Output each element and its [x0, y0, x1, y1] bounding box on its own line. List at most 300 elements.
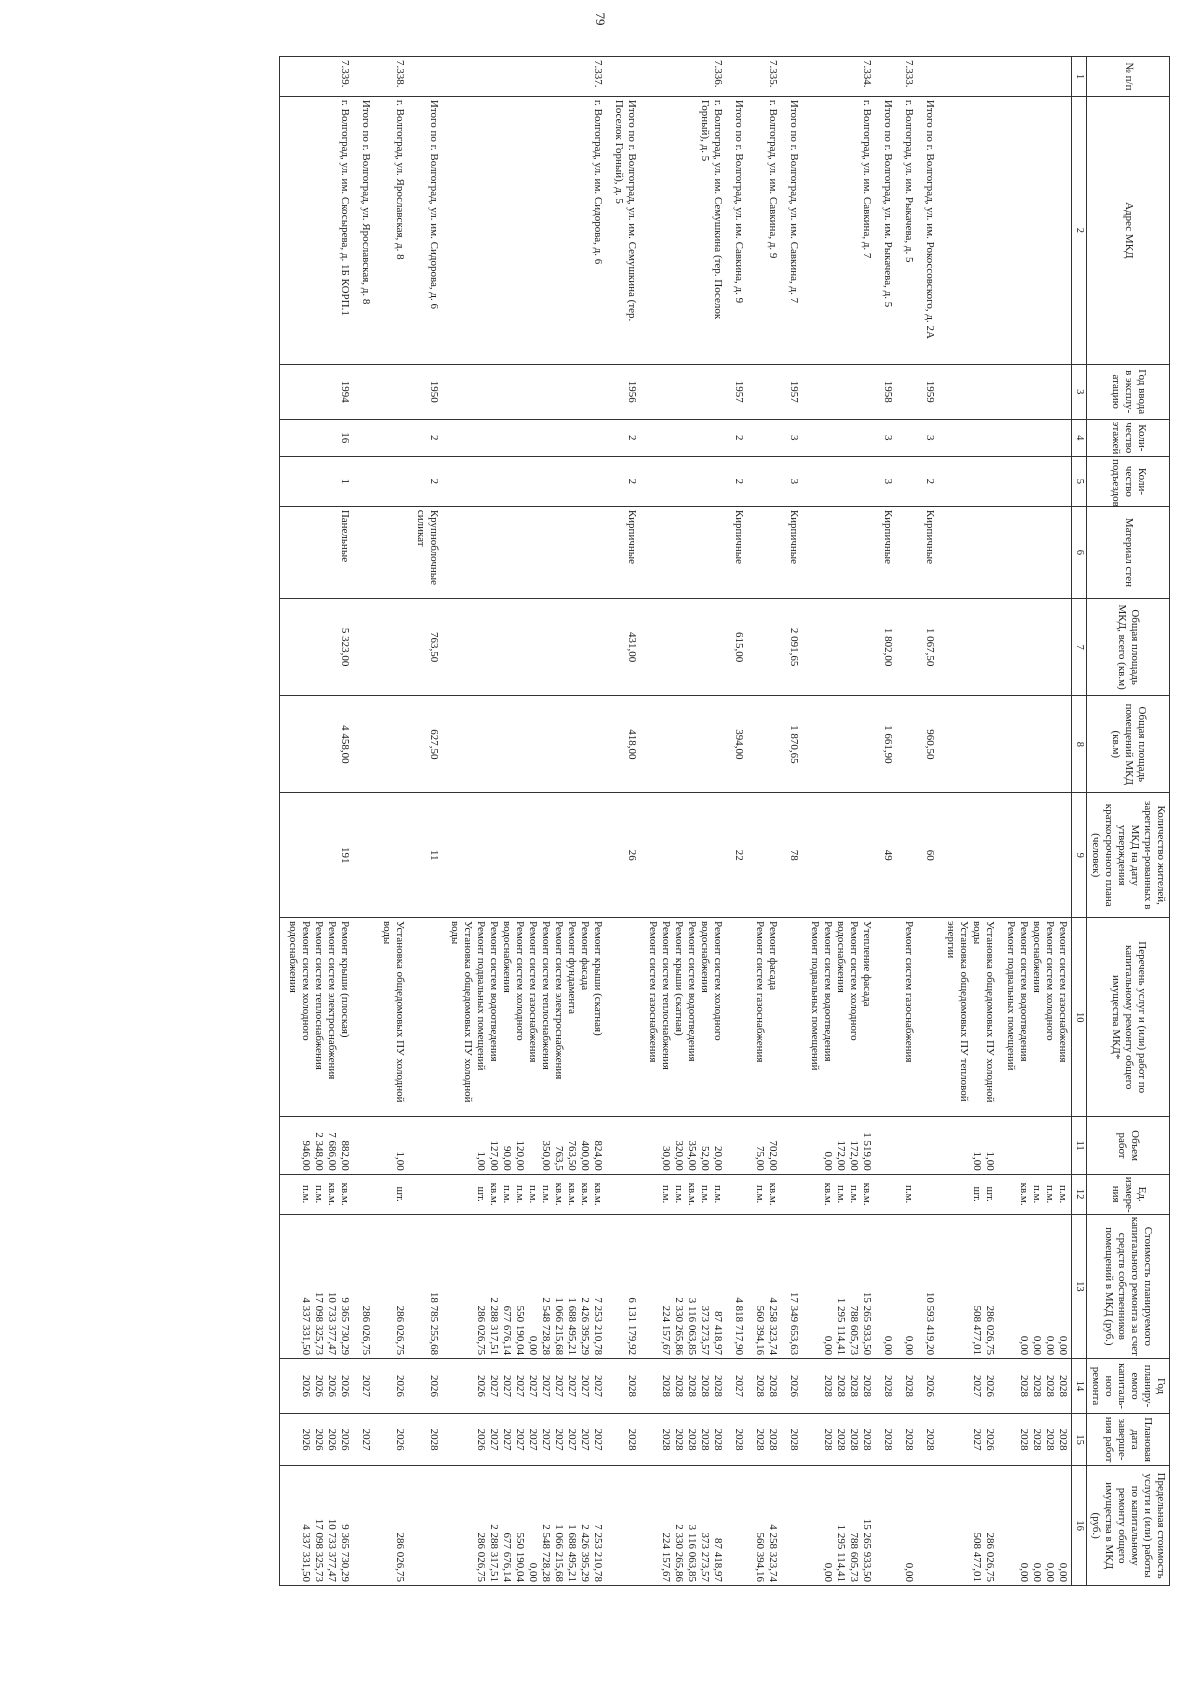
- address-cell: Итого по г. Волгоград, ул. им. Семушкина (тер. Поселок Горный), д. 5: [606, 96, 640, 364]
- volume-line: 763,50: [566, 1140, 579, 1171]
- cost-line: 0,00: [822, 1335, 834, 1356]
- volume-cell: [917, 1117, 938, 1174]
- page-number: 79: [593, 12, 608, 26]
- walls-cell: [747, 506, 781, 598]
- unit-line: п.м.: [1030, 1184, 1043, 1204]
- year-cell: [374, 364, 408, 419]
- volume-cell: [896, 1117, 917, 1174]
- volume-line: 1,00: [970, 1151, 983, 1171]
- unit-line: кв.м.: [566, 1182, 579, 1206]
- cost-line: 17 098 325,73: [313, 1291, 326, 1356]
- table-row: [781, 57, 802, 1586]
- unit-line: п.м.: [903, 1184, 915, 1204]
- volume-line: 75,00: [754, 1145, 767, 1171]
- limit-cell: [917, 1466, 938, 1586]
- unit-line: кв.м.: [1017, 1182, 1030, 1206]
- year-cell: [640, 364, 726, 419]
- limit-line: 286 026,75: [983, 1532, 996, 1582]
- end-date-cell: [998, 1413, 1071, 1465]
- works-line: Установка общедомовых ПУ холодной воды: [449, 921, 475, 1103]
- volume-line: 90,00: [501, 1145, 514, 1171]
- works-line: Ремонт фундамента: [566, 921, 579, 1015]
- floors-cell: [747, 419, 781, 456]
- entrances-cell: 2: [606, 456, 640, 506]
- area-total-cell: 2 091,65: [781, 599, 802, 696]
- plan-year-cell: [802, 1359, 875, 1414]
- volume-line: 763,5: [553, 1145, 566, 1171]
- year-cell: 1950: [408, 364, 442, 419]
- walls-cell: [374, 506, 408, 598]
- end-date-line: 2027: [540, 1428, 553, 1451]
- cost-line: 6 131 179,92: [626, 1297, 639, 1356]
- column-header: Год ввода в эксплу-атацию: [1087, 364, 1170, 419]
- address-cell: г. Волгоград, ул. Ярославская, д. 8: [374, 96, 408, 364]
- limit-cell: [938, 1466, 998, 1586]
- unit-line: п.м.: [673, 1184, 686, 1204]
- address-cell: Итого по г. Волгоград, ул. им. Рыкачева, д. 5: [875, 96, 896, 364]
- column-header: Материал стен: [1087, 506, 1170, 598]
- end-date-line: 2028: [861, 1428, 873, 1451]
- limit-line: 4 337 331,50: [300, 1524, 313, 1582]
- cost-line: 286 026,75: [360, 1305, 373, 1356]
- column-header: Количество жителей, зарегистри-рованных в МКД на дату утверждения краткосрочного плана (человек): [1087, 793, 1170, 918]
- volume-line: 1,00: [475, 1151, 488, 1171]
- plan-year-line: 2027: [501, 1375, 514, 1398]
- entrances-cell: [640, 456, 726, 506]
- walls-cell: Кирпичные: [917, 506, 938, 598]
- residents-cell: [353, 793, 374, 918]
- column-header: Коли-чество этажей: [1087, 419, 1170, 456]
- unit-line: п.м.: [699, 1184, 712, 1204]
- end-date-cell: [374, 1413, 408, 1465]
- volume-line: 354,00: [686, 1140, 699, 1171]
- works-line: Ремонт систем теплоснабжения: [660, 921, 673, 1070]
- works-line: Установка общедомовых ПУ холодной воды: [970, 921, 996, 1103]
- end-date-cell: [353, 1413, 374, 1465]
- column-header: Общая площадь помещений МКД (кв.м): [1087, 696, 1170, 793]
- works-line: Ремонт систем холодного водоснабжения: [699, 921, 725, 1041]
- year-cell: 1956: [606, 364, 640, 419]
- walls-cell: Панельные: [280, 506, 353, 598]
- volume-line: 172,00: [835, 1140, 847, 1171]
- end-date-line: 2027: [527, 1428, 540, 1451]
- end-date-cell: [896, 1413, 917, 1465]
- unit-line: кв.м.: [488, 1182, 501, 1206]
- plan-year-cell: [875, 1359, 896, 1414]
- volume-line: 0,00: [822, 1151, 834, 1171]
- plan-year-line: 2026: [428, 1375, 441, 1398]
- entrances-cell: [442, 456, 606, 506]
- unit-line: п.м.: [754, 1184, 767, 1204]
- limit-cell: [896, 1466, 917, 1586]
- plan-year-line: 2026: [394, 1375, 407, 1398]
- cost-line: 9 365 730,29: [339, 1297, 352, 1356]
- row-number: [726, 57, 747, 97]
- cost-line: 0,00: [1017, 1335, 1030, 1356]
- cost-line: 286 026,75: [475, 1305, 488, 1356]
- walls-cell: Кирпичные: [606, 506, 640, 598]
- limit-line: 373 273,57: [699, 1532, 712, 1582]
- plan-year-cell: [280, 1359, 353, 1414]
- works-cell: [726, 918, 747, 1117]
- column-number: 11: [1071, 1117, 1086, 1174]
- row-number: [875, 57, 896, 97]
- floors-cell: [998, 419, 1071, 456]
- column-number: 1: [1071, 57, 1086, 97]
- volume-cell: [606, 1117, 640, 1174]
- limit-line: 2 548 728,28: [540, 1524, 553, 1582]
- address-cell: г. Волгоград, ул. им. Савкина, д. 7: [802, 96, 875, 364]
- limit-line: 2 288 317,51: [488, 1524, 501, 1582]
- unit-cell: [280, 1174, 353, 1214]
- limit-cell: [781, 1466, 802, 1586]
- area-total-cell: 1 802,00: [875, 599, 896, 696]
- area-rooms-cell: 1 661,90: [875, 696, 896, 793]
- column-header: Коли-чество подъездов: [1087, 456, 1170, 506]
- end-date-line: 2028: [673, 1428, 686, 1451]
- column-number-row: [1071, 57, 1086, 1586]
- plan-year-line: 2028: [1030, 1375, 1043, 1398]
- residents-cell: [938, 793, 998, 918]
- end-date-line: 2027: [566, 1428, 579, 1451]
- cost-line: 0,00: [1056, 1335, 1069, 1356]
- end-date-line: 2028: [660, 1428, 673, 1451]
- end-date-line: 2028: [428, 1428, 441, 1451]
- works-line: Установка общедомовых ПУ холодной воды: [381, 921, 407, 1103]
- entrances-cell: [802, 456, 875, 506]
- plan-year-line: 2028: [848, 1375, 860, 1398]
- area-total-cell: [896, 599, 917, 696]
- walls-cell: Кирпичные: [781, 506, 802, 598]
- area-rooms-cell: 960,50: [917, 696, 938, 793]
- end-date-line: 2028: [835, 1428, 847, 1451]
- area-rooms-cell: 627,50: [408, 696, 442, 793]
- table-row: [442, 57, 606, 1586]
- end-date-line: 2028: [733, 1428, 746, 1451]
- end-date-line: 2028: [1017, 1428, 1030, 1451]
- volume-line: 2 348,00: [313, 1132, 326, 1171]
- works-line: Ремонт систем газоснабжения: [1056, 921, 1069, 1063]
- plan-year-line: 2028: [686, 1375, 699, 1398]
- table-row: [408, 57, 442, 1586]
- cost-cell: [280, 1214, 353, 1359]
- limit-line: 788 605,73: [848, 1532, 860, 1582]
- address-cell: г. Волгоград, ул. им. Рыкачева, д. 5: [896, 96, 917, 364]
- year-cell: 1957: [726, 364, 747, 419]
- residents-cell: 49: [875, 793, 896, 918]
- end-date-line: 2026: [313, 1428, 326, 1451]
- row-number: [998, 57, 1071, 97]
- column-number: 9: [1071, 793, 1086, 918]
- unit-line: п.м.: [514, 1184, 527, 1204]
- residents-cell: [998, 793, 1071, 918]
- plan-year-cell: [747, 1359, 781, 1414]
- works-line: Ремонт крыши (плоская): [339, 921, 352, 1038]
- limit-line: 0,00: [1056, 1562, 1069, 1582]
- plan-year-cell: [938, 1359, 998, 1414]
- unit-cell: [896, 1174, 917, 1214]
- plan-year-line: 2026: [300, 1375, 313, 1398]
- volume-cell: [353, 1117, 374, 1174]
- works-line: Ремонт систем теплоснабжения: [313, 921, 326, 1070]
- volume-line: 52,00: [699, 1145, 712, 1171]
- limit-cell: [802, 1466, 875, 1586]
- volume-cell: [998, 1117, 1071, 1174]
- unit-cell: [353, 1174, 374, 1214]
- plan-year-line: 2028: [861, 1375, 873, 1398]
- limit-line: 0,00: [1030, 1562, 1043, 1582]
- cost-line: 18 785 255,68: [428, 1291, 441, 1356]
- volume-cell: [747, 1117, 781, 1174]
- floors-cell: [374, 419, 408, 456]
- entrances-cell: [896, 456, 917, 506]
- residents-cell: 60: [917, 793, 938, 918]
- works-line: Ремонт систем теплоснабжения: [540, 921, 553, 1070]
- works-cell: [781, 918, 802, 1117]
- plan-year-line: 2028: [754, 1375, 767, 1398]
- works-line: Ремонт систем газоснабжения: [527, 921, 540, 1063]
- cost-line: 0,00: [1043, 1335, 1056, 1356]
- cost-line: 0,00: [1030, 1335, 1043, 1356]
- unit-line: п.м.: [712, 1184, 725, 1204]
- plan-year-line: 2026: [983, 1375, 996, 1398]
- end-date-line: 2026: [475, 1428, 488, 1451]
- works-line: Установка общедомовых ПУ тепловой энергии: [944, 921, 970, 1102]
- plan-year-line: 2028: [673, 1375, 686, 1398]
- cost-cell: [938, 1214, 998, 1359]
- row-number: 7.337.: [442, 57, 606, 97]
- walls-cell: [640, 506, 726, 598]
- limit-line: 87 418,97: [712, 1538, 725, 1582]
- cost-cell: [640, 1214, 726, 1359]
- address-cell: г. Волгоград, ул. им. Скосырева, д. 1Б КОРП.1: [280, 96, 353, 364]
- limit-line: 224 157,67: [660, 1532, 673, 1582]
- table-row: [938, 57, 998, 1586]
- address-cell: Итого по г. Волгоград, ул. им. Рокоссовского, д. 2А: [917, 96, 938, 364]
- column-number: 8: [1071, 696, 1086, 793]
- volume-cell: [875, 1117, 896, 1174]
- end-date-line: 2026: [339, 1428, 352, 1451]
- cost-line: 0,00: [882, 1335, 894, 1356]
- floors-cell: 3: [875, 419, 896, 456]
- end-date-line: 2027: [514, 1428, 527, 1451]
- cost-line: 508 477,01: [970, 1305, 983, 1356]
- end-date-line: 2028: [1030, 1428, 1043, 1451]
- row-number: 7.333.: [896, 57, 917, 97]
- limit-line: 2 330 265,86: [673, 1524, 686, 1582]
- area-total-cell: [938, 599, 998, 696]
- end-date-cell: [875, 1413, 896, 1465]
- cost-line: 0,00: [527, 1335, 540, 1356]
- column-number: 6: [1071, 506, 1086, 598]
- walls-cell: Кирпичные: [726, 506, 747, 598]
- column-header: Общая площадь МКД, всего (кв.м): [1087, 599, 1170, 696]
- address-cell: г. Волгоград, ул. им. Семушкина (тер. Поселок Горный), д. 5: [640, 96, 726, 364]
- table-row: [374, 57, 408, 1586]
- cost-line: 550 190,04: [514, 1305, 527, 1356]
- floors-cell: 3: [917, 419, 938, 456]
- year-cell: 1957: [781, 364, 802, 419]
- plan-year-cell: [640, 1359, 726, 1414]
- plan-year-line: 2027: [733, 1375, 746, 1398]
- year-cell: [998, 364, 1071, 419]
- row-number: [606, 57, 640, 97]
- volume-line: [1017, 1120, 1030, 1170]
- walls-cell: [938, 506, 998, 598]
- area-rooms-cell: [938, 696, 998, 793]
- column-header: Год планиру-емого капиталь-ного ремонта: [1087, 1359, 1170, 1414]
- entrances-cell: 2: [408, 456, 442, 506]
- unit-cell: [606, 1174, 640, 1214]
- works-cell: [747, 918, 781, 1117]
- area-total-cell: [640, 599, 726, 696]
- works-cell: [442, 918, 606, 1117]
- plan-year-line: 2028: [1043, 1375, 1056, 1398]
- entrances-cell: [353, 456, 374, 506]
- works-line: Ремонт систем электроснабжения: [553, 921, 566, 1080]
- address-cell: г. Волгоград, ул. им. Сидорова, д. 6: [442, 96, 606, 364]
- volume-cell: [442, 1117, 606, 1174]
- cost-cell: [896, 1214, 917, 1359]
- cost-cell: [747, 1214, 781, 1359]
- unit-line: кв.м.: [339, 1182, 352, 1206]
- column-number: 7: [1071, 599, 1086, 696]
- column-number: 4: [1071, 419, 1086, 456]
- table-row: [640, 57, 726, 1586]
- address-cell: [998, 96, 1071, 364]
- cost-line: 87 418,97: [712, 1311, 725, 1356]
- column-number: 5: [1071, 456, 1086, 506]
- area-rooms-cell: [896, 696, 917, 793]
- table-row: [802, 57, 875, 1586]
- plan-year-line: 2027: [553, 1375, 566, 1398]
- table-row: [875, 57, 896, 1586]
- works-line: Ремонт фасада: [767, 921, 780, 991]
- table-header: [1071, 57, 1169, 1586]
- entrances-cell: [747, 456, 781, 506]
- end-date-line: 2028: [754, 1428, 767, 1451]
- floors-cell: 2: [606, 419, 640, 456]
- end-date-cell: [938, 1413, 998, 1465]
- plan-year-cell: [606, 1359, 640, 1414]
- row-number: [917, 57, 938, 97]
- plan-year-cell: [781, 1359, 802, 1414]
- volume-line: 30,00: [660, 1145, 673, 1171]
- end-date-line: 2027: [553, 1428, 566, 1451]
- plan-year-cell: [442, 1359, 606, 1414]
- plan-year-line: 2028: [835, 1375, 847, 1398]
- table-row: [896, 57, 917, 1586]
- area-rooms-cell: [998, 696, 1071, 793]
- volume-cell: [781, 1117, 802, 1174]
- works-line: Ремонт систем холодного водоснабжения: [1030, 921, 1056, 1041]
- floors-cell: [938, 419, 998, 456]
- column-number: 12: [1071, 1174, 1086, 1214]
- area-rooms-cell: [374, 696, 408, 793]
- area-rooms-cell: [353, 696, 374, 793]
- unit-cell: [747, 1174, 781, 1214]
- year-cell: [802, 364, 875, 419]
- plan-year-cell: [353, 1359, 374, 1414]
- limit-cell: [875, 1466, 896, 1586]
- limit-line: 3 116 063,85: [686, 1524, 699, 1582]
- year-cell: 1959: [917, 364, 938, 419]
- limit-line: 508 477,01: [970, 1532, 983, 1582]
- plan-year-cell: [408, 1359, 442, 1414]
- column-header: Стоимость планируемого капитального ремонта за счет средств собственников помещений в МКД (руб.): [1087, 1214, 1170, 1359]
- end-date-cell: [781, 1413, 802, 1465]
- residents-cell: [640, 793, 726, 918]
- end-date-line: 2027: [360, 1428, 373, 1451]
- row-number: [781, 57, 802, 97]
- column-number: 3: [1071, 364, 1086, 419]
- floors-cell: 2: [726, 419, 747, 456]
- end-date-line: 2028: [626, 1428, 639, 1451]
- cost-line: 17 349 653,63: [788, 1291, 801, 1356]
- walls-cell: [353, 506, 374, 598]
- unit-line: шт.: [983, 1186, 996, 1202]
- volume-line: 400,00: [579, 1140, 592, 1171]
- volume-line: 320,00: [673, 1140, 686, 1171]
- works-line: Ремонт систем электроснабжения: [326, 921, 339, 1080]
- limit-line: 10 733 377,47: [326, 1518, 339, 1582]
- residents-cell: [442, 793, 606, 918]
- unit-line: п.м.: [501, 1184, 514, 1204]
- cost-line: 10 733 377,47: [326, 1291, 339, 1356]
- unit-line: п.м.: [835, 1184, 847, 1204]
- works-line: Ремонт систем водоотведения: [1017, 921, 1030, 1062]
- year-cell: [938, 364, 998, 419]
- end-date-line: 2028: [712, 1428, 725, 1451]
- plan-year-line: 2028: [1056, 1375, 1069, 1398]
- cost-line: 2 426 395,29: [579, 1297, 592, 1356]
- limit-line: 0,00: [822, 1562, 834, 1582]
- end-date-line: 2026: [326, 1428, 339, 1451]
- end-date-line: 2028: [848, 1428, 860, 1451]
- volume-cell: [726, 1117, 747, 1174]
- floors-cell: [802, 419, 875, 456]
- entrances-cell: [998, 456, 1071, 506]
- area-rooms-cell: [802, 696, 875, 793]
- end-date-line: 2028: [788, 1428, 801, 1451]
- cost-cell: [875, 1214, 896, 1359]
- limit-line: 17 098 325,73: [313, 1518, 326, 1582]
- works-cell: [896, 918, 917, 1117]
- limit-line: 7 253 210,78: [592, 1524, 605, 1582]
- unit-cell: [917, 1174, 938, 1214]
- volume-cell: [938, 1117, 998, 1174]
- cost-line: 15 265 933,50: [861, 1291, 873, 1356]
- row-number: [938, 57, 998, 97]
- area-total-cell: 763,50: [408, 599, 442, 696]
- end-date-cell: [606, 1413, 640, 1465]
- residents-cell: 26: [606, 793, 640, 918]
- unit-line: кв.м.: [326, 1182, 339, 1206]
- limit-cell: [747, 1466, 781, 1586]
- unit-line: кв.м.: [767, 1182, 780, 1206]
- plan-year-line: 2027: [540, 1375, 553, 1398]
- cost-line: 373 273,57: [699, 1305, 712, 1356]
- column-number: 16: [1071, 1466, 1086, 1586]
- residents-cell: [896, 793, 917, 918]
- works-cell: [374, 918, 408, 1117]
- walls-cell: [998, 506, 1071, 598]
- address-cell: Итого по г. Волгоград, ул. им. Савкина, д. 9: [726, 96, 747, 364]
- cost-line: 1 066 215,68: [553, 1297, 566, 1356]
- plan-year-line: 2027: [514, 1375, 527, 1398]
- cost-line: 4 337 331,50: [300, 1297, 313, 1356]
- plan-year-cell: [896, 1359, 917, 1414]
